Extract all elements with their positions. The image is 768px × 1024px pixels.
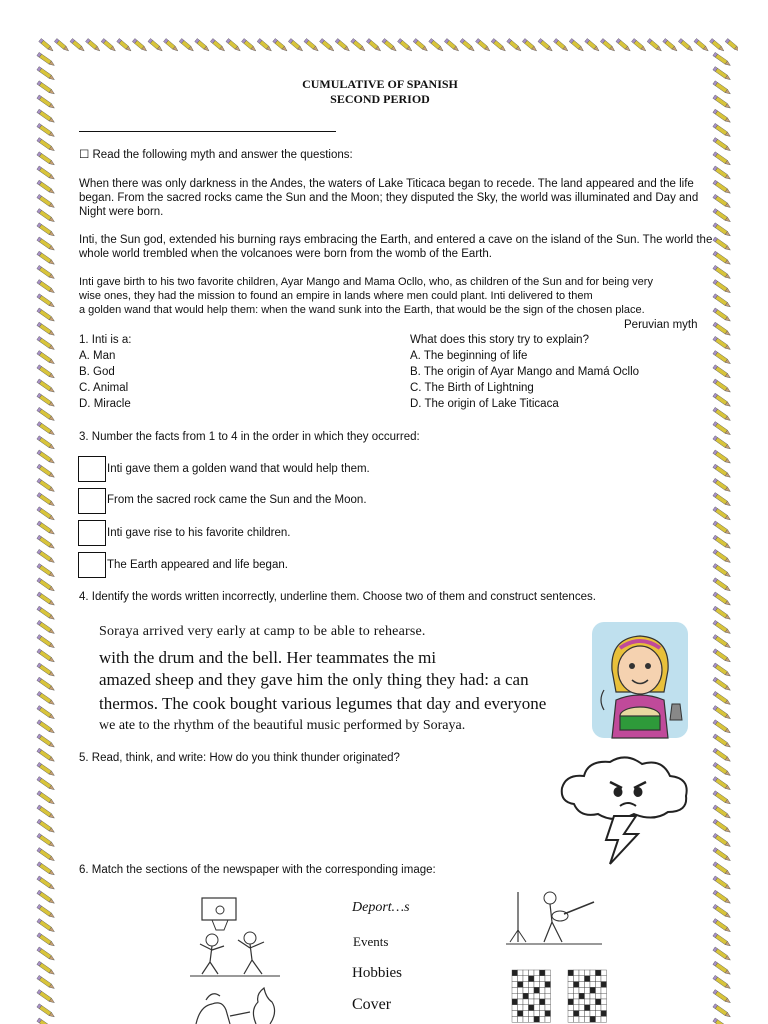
pencil-border-icon xyxy=(37,1004,56,1019)
pencil-border-icon xyxy=(460,38,476,52)
pencil-border-icon xyxy=(37,819,56,834)
pencil-border-icon xyxy=(37,393,56,408)
pencil-border-icon xyxy=(713,52,732,67)
pencil-border-icon xyxy=(37,336,56,351)
pencil-border-icon xyxy=(713,961,732,976)
pencil-border-icon xyxy=(713,975,732,990)
q2-option-d[interactable]: D. The origin of Lake Titicaca xyxy=(410,398,559,410)
pencil-border-icon xyxy=(37,123,56,138)
pencil-border-icon xyxy=(713,904,732,919)
pencil-border-icon xyxy=(713,351,732,366)
guitarist-illustration xyxy=(504,886,604,946)
pencil-border-icon xyxy=(37,876,56,891)
pencil-border-icon xyxy=(37,166,56,181)
q3-fact-4: The Earth appeared and life began. xyxy=(107,559,288,571)
myth-paragraph-3-line-2: wise ones, they had the mission to found an empire in lands where men could plant. Inti delivered to them xyxy=(79,290,593,302)
pencil-border-icon xyxy=(713,549,732,564)
pencil-border-icon xyxy=(37,280,56,295)
pencil-border-icon xyxy=(351,38,367,52)
pencil-border-icon xyxy=(37,464,56,479)
pencil-border-icon xyxy=(37,152,56,167)
pencil-border-icon xyxy=(713,805,732,820)
pencil-border-icon xyxy=(382,38,398,52)
pencil-border-icon xyxy=(37,862,56,877)
pencil-border-icon xyxy=(288,38,304,52)
pencil-border-icon xyxy=(713,819,732,834)
pencil-border-icon xyxy=(37,180,56,195)
pencil-border-icon xyxy=(713,578,732,593)
pencil-border-icon xyxy=(117,38,133,52)
myth-paragraph-3-line-1: Inti gave birth to his two favorite children, Ayar Mango and Mama Ocllo, who, as children of the Sun and for being very xyxy=(79,276,653,288)
pencil-border-icon xyxy=(569,38,585,52)
pencil-border-icon xyxy=(37,890,56,905)
q1-option-b[interactable]: B. God xyxy=(79,366,115,378)
pencil-border-icon xyxy=(713,833,732,848)
pencil-border-icon xyxy=(37,649,56,664)
q3-fact-2: From the sacred rock came the Sun and the Moon. xyxy=(107,494,367,506)
pencil-border-icon xyxy=(37,549,56,564)
pencil-border-icon xyxy=(37,407,56,422)
pencil-border-icon xyxy=(585,38,601,52)
pencil-border-icon xyxy=(713,138,732,153)
q2-option-a[interactable]: A. The beginning of life xyxy=(410,350,528,362)
pencil-border-icon xyxy=(713,762,732,777)
pencil-border-icon xyxy=(713,436,732,451)
pencil-border-icon xyxy=(304,38,320,52)
pencil-border-icon xyxy=(713,734,732,749)
pencil-border-icon xyxy=(320,38,336,52)
q4-passage-line-3: amazed sheep and they gave him the only thing they had: a can xyxy=(99,670,529,689)
pencil-border-icon xyxy=(86,38,102,52)
pencil-border-icon xyxy=(37,635,56,650)
pencil-border-icon xyxy=(37,237,56,252)
pencil-border-icon xyxy=(713,336,732,351)
pencil-border-icon xyxy=(398,38,414,52)
q3-question: 3. Number the facts from 1 to 4 in the order in which they occurred: xyxy=(79,431,420,443)
pencil-border-icon xyxy=(713,1018,732,1024)
pencil-border-icon xyxy=(164,38,180,52)
pencil-border-icon xyxy=(37,919,56,934)
pencil-border-icon xyxy=(37,777,56,792)
pencil-border-icon xyxy=(39,38,55,52)
pencil-border-icon xyxy=(713,848,732,863)
pencil-border-icon xyxy=(37,265,56,280)
answer-box-2[interactable] xyxy=(78,488,106,514)
pencil-border-icon xyxy=(37,379,56,394)
pencil-border-icon xyxy=(713,990,732,1005)
pencil-border-icon xyxy=(713,322,732,337)
pencil-border-icon xyxy=(429,38,445,52)
q4-question: 4. Identify the words written incorrectly, underline them. Choose two of them and construct sentences. xyxy=(79,591,596,603)
pencil-border-icon xyxy=(725,38,738,52)
pencil-border-icon xyxy=(195,38,211,52)
pencil-border-icon xyxy=(37,493,56,508)
pencil-border-icon xyxy=(713,677,732,692)
pencil-border-icon xyxy=(37,209,56,224)
pencil-border-icon xyxy=(647,38,663,52)
pencil-border-icon xyxy=(257,38,273,52)
pencil-border-icon xyxy=(132,38,148,52)
pencil-border-icon xyxy=(713,933,732,948)
pencil-border-icon xyxy=(37,1018,56,1024)
myth-paragraph-1: When there was only darkness in the Andes, the waters of Lake Titicaca began to recede. The land appeared and the life began. From the sacred rocks came the Sun and the Moon; they disputed the Sky, the world was illuminated and Day and Night were born. xyxy=(79,178,699,218)
pencil-border-icon xyxy=(273,38,289,52)
q3-fact-1: Inti gave them a golden wand that would help them. xyxy=(107,463,370,475)
girl-drum-illustration xyxy=(590,620,690,742)
pencil-border-icon xyxy=(37,535,56,550)
pencil-border-icon xyxy=(476,38,492,52)
pencil-border-icon xyxy=(713,564,732,579)
pencil-border-icon xyxy=(335,38,351,52)
pencil-border-icon xyxy=(37,990,56,1005)
q1-option-d[interactable]: D. Miracle xyxy=(79,398,131,410)
angry-cloud-icon xyxy=(554,752,696,870)
pencil-border-icon xyxy=(37,961,56,976)
pencil-border-icon xyxy=(710,38,726,52)
myth-source: Peruvian myth xyxy=(624,319,698,331)
q4-passage-line-4: thermos. The cook bought various legumes that day and everyone xyxy=(99,694,547,713)
pencil-border-icon xyxy=(37,904,56,919)
pencil-border-icon xyxy=(713,422,732,437)
pencil-border-icon xyxy=(713,620,732,635)
pencil-border-icon xyxy=(713,635,732,650)
pencil-border-icon xyxy=(37,706,56,721)
basketball-illustration xyxy=(190,894,280,978)
pencil-border-icon xyxy=(54,38,70,52)
pencil-border-icon xyxy=(538,38,554,52)
pencil-border-icon xyxy=(366,38,382,52)
pencil-border-icon xyxy=(37,933,56,948)
pencil-border-icon xyxy=(713,365,732,380)
q1-option-a[interactable]: A. Man xyxy=(79,350,116,362)
pencil-border-icon xyxy=(713,379,732,394)
page-subtitle: SECOND PERIOD xyxy=(330,92,430,106)
pencil-border-icon xyxy=(713,720,732,735)
q2-question: What does this story try to explain? xyxy=(410,334,589,346)
answer-box-1[interactable] xyxy=(78,456,106,482)
pencil-border-icon xyxy=(37,308,56,323)
q6-section-1: Deport…s xyxy=(352,900,410,915)
pencil-border-icon xyxy=(37,663,56,678)
pencil-border-icon xyxy=(37,450,56,465)
q1-option-c[interactable]: C. Animal xyxy=(79,382,129,394)
pencil-border-icon xyxy=(713,493,732,508)
pencil-border-icon xyxy=(37,805,56,820)
q2-option-b[interactable]: B. The origin of Ayar Mango and Mamá Ocllo xyxy=(410,366,640,378)
pencil-border-icon xyxy=(694,38,710,52)
pencil-border-icon xyxy=(713,947,732,962)
pencil-border-icon xyxy=(713,109,732,124)
pencil-border-icon xyxy=(226,38,242,52)
pencil-border-icon xyxy=(413,38,429,52)
pencil-border-icon xyxy=(713,777,732,792)
pencil-border-icon xyxy=(713,890,732,905)
pencil-border-icon xyxy=(37,848,56,863)
pencil-border-icon xyxy=(713,535,732,550)
pencil-border-icon xyxy=(37,422,56,437)
name-line xyxy=(79,131,336,132)
pencil-border-icon xyxy=(37,251,56,266)
answer-box-4[interactable] xyxy=(78,552,106,578)
q4-passage-line-5: we ate to the rhythm of the beautiful music performed by Soraya. xyxy=(99,718,466,733)
pencil-border-icon xyxy=(37,365,56,380)
pencil-border-icon xyxy=(678,38,694,52)
pencil-border-icon xyxy=(37,606,56,621)
pencil-border-icon xyxy=(713,919,732,934)
instruction: ☐ Read the following myth and answer the questions: xyxy=(79,149,353,161)
pencil-border-icon xyxy=(522,38,538,52)
pencil-border-icon xyxy=(713,606,732,621)
pencil-border-icon xyxy=(37,351,56,366)
page-title: CUMULATIVE OF SPANISH xyxy=(302,77,458,91)
pencil-border-icon xyxy=(37,748,56,763)
q4-passage-line-1: Soraya arrived very early at camp to be able to rehearse. xyxy=(99,624,426,639)
pencil-border-icon xyxy=(713,791,732,806)
q5-question: 5. Read, think, and write: How do you think thunder originated? xyxy=(79,752,400,764)
q1-question: 1. Inti is a: xyxy=(79,334,132,346)
pencil-border-icon xyxy=(179,38,195,52)
q6-section-2: Events xyxy=(353,934,389,949)
pencil-border-icon xyxy=(37,720,56,735)
q4-passage-line-2: with the drum and the bell. Her teammates the mi xyxy=(99,648,437,667)
pencil-border-icon xyxy=(713,478,732,493)
pencil-border-icon xyxy=(37,734,56,749)
q6-section-3: Hobbies xyxy=(352,965,402,981)
q6-question: 6. Match the sections of the newspaper with the corresponding image: xyxy=(79,864,436,876)
pencil-border-icon xyxy=(37,294,56,309)
pencil-border-icon xyxy=(713,152,732,167)
pencil-border-icon xyxy=(713,521,732,536)
pencil-border-icon xyxy=(713,691,732,706)
myth-paragraph-3-line-3: a golden wand that would help them: when the wand sunk into the Earth, that would be the sign of the chosen place. xyxy=(79,304,645,316)
pencil-border-icon xyxy=(37,507,56,522)
pencil-border-icon xyxy=(37,691,56,706)
crossword-illustration xyxy=(510,968,610,1024)
pencil-border-icon xyxy=(713,706,732,721)
pencil-border-icon xyxy=(37,478,56,493)
pencil-border-icon xyxy=(713,507,732,522)
q3-fact-3: Inti gave rise to his favorite children. xyxy=(107,527,291,539)
answer-box-3[interactable] xyxy=(78,520,106,546)
pencil-border-icon xyxy=(37,578,56,593)
pencil-border-icon xyxy=(37,138,56,153)
pencil-border-icon xyxy=(600,38,616,52)
pencil-border-icon xyxy=(37,436,56,451)
pencil-border-icon xyxy=(148,38,164,52)
pencil-border-icon xyxy=(713,748,732,763)
pencil-border-icon xyxy=(713,464,732,479)
pencil-border-icon xyxy=(663,38,679,52)
pencil-border-icon xyxy=(37,521,56,536)
pencil-border-icon xyxy=(37,52,56,67)
pencil-border-icon xyxy=(444,38,460,52)
pencil-border-icon xyxy=(37,109,56,124)
pencil-border-icon xyxy=(37,194,56,209)
myth-paragraph-2: Inti, the Sun god, extended his burning rays embracing the Earth, and entered a cave on the island of the Sun. The world the whole world trembled when the volcanoes were born from the womb of the Earth. xyxy=(79,234,713,260)
pencil-border-icon xyxy=(37,677,56,692)
pencil-border-icon xyxy=(713,876,732,891)
pencil-border-icon xyxy=(101,38,117,52)
q2-option-c[interactable]: C. The Birth of Lightning xyxy=(410,382,534,394)
pencil-border-icon xyxy=(37,947,56,962)
pencil-border-icon xyxy=(37,592,56,607)
pencil-border-icon xyxy=(713,663,732,678)
pencil-border-icon xyxy=(37,791,56,806)
pencil-border-icon xyxy=(37,620,56,635)
pencil-border-icon xyxy=(713,450,732,465)
firefighter-illustration xyxy=(186,986,282,1024)
pencil-border-icon xyxy=(554,38,570,52)
pencil-border-left xyxy=(36,52,60,1024)
pencil-border-icon xyxy=(713,407,732,422)
pencil-border-icon xyxy=(616,38,632,52)
pencil-border-icon xyxy=(37,564,56,579)
pencil-border-icon xyxy=(713,649,732,664)
pencil-border-icon xyxy=(242,38,258,52)
pencil-border-icon xyxy=(713,592,732,607)
pencil-border-icon xyxy=(37,833,56,848)
pencil-border-icon xyxy=(37,322,56,337)
pencil-border-icon xyxy=(491,38,507,52)
pencil-border-icon xyxy=(37,975,56,990)
pencil-border-icon xyxy=(713,123,732,138)
pencil-border-icon xyxy=(37,223,56,238)
pencil-border-top xyxy=(38,36,738,58)
pencil-border-icon xyxy=(713,393,732,408)
pencil-border-icon xyxy=(713,862,732,877)
pencil-border-icon xyxy=(70,38,86,52)
pencil-border-icon xyxy=(37,762,56,777)
q6-section-4: Cover xyxy=(352,996,392,1013)
pencil-border-icon xyxy=(210,38,226,52)
pencil-border-icon xyxy=(713,1004,732,1019)
pencil-border-icon xyxy=(507,38,523,52)
pencil-border-icon xyxy=(632,38,648,52)
